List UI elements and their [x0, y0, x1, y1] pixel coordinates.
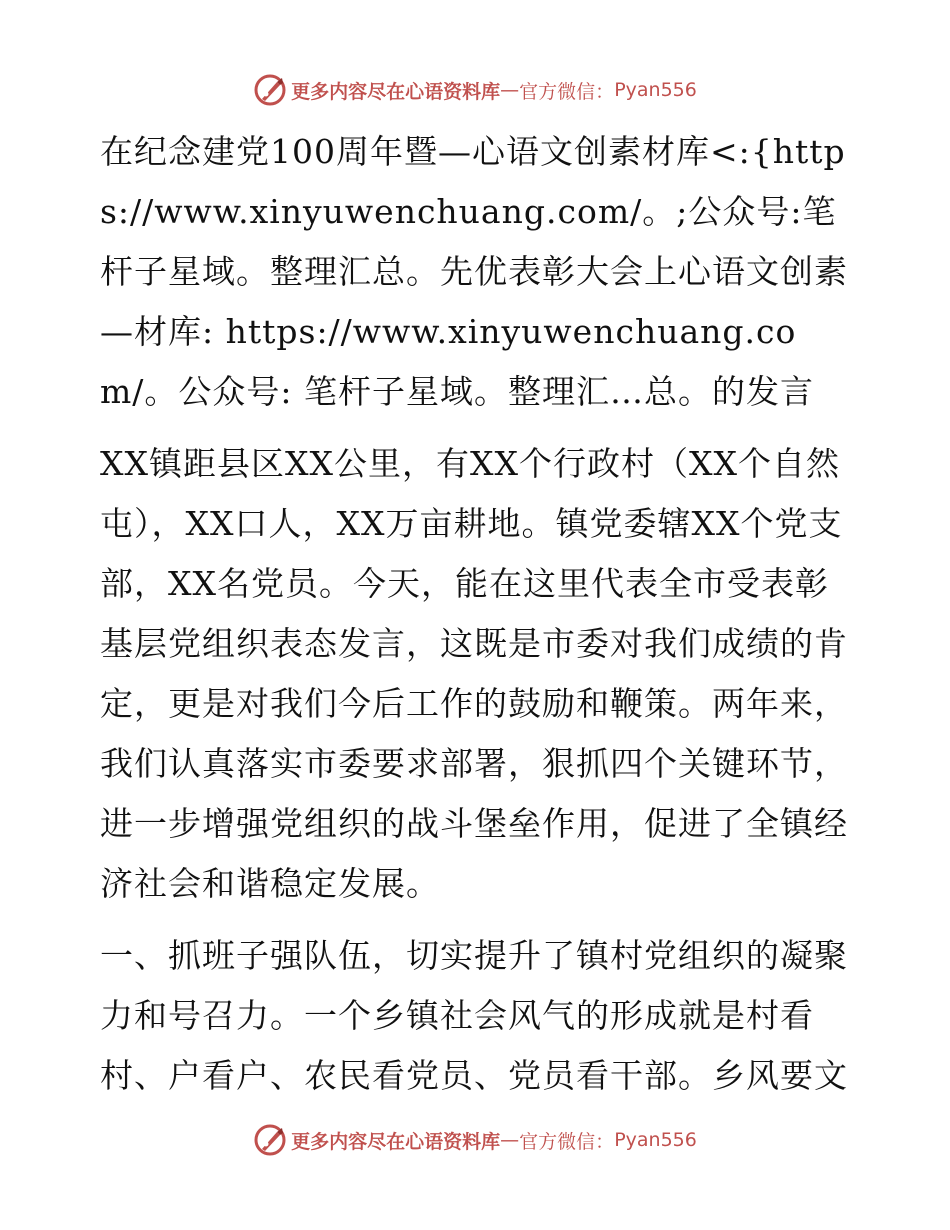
header-banner-separator: — — [500, 79, 520, 101]
footer-banner-text: 更多内容尽在心语资料库 — [291, 1130, 501, 1153]
quill-logo-icon — [253, 73, 287, 107]
footer-banner-separator: — — [500, 1129, 520, 1151]
footer-banner — [0, 1120, 950, 1160]
footer-wechat-id: Pyan556 — [614, 1129, 697, 1151]
paragraph-section-one: 一、抓班子强队伍，切实提升了镇村党组织的凝聚力和号召力。一个乡镇社会风气的形成就是村看村、户看户、农民看党员、党员看干部。乡风要文 — [100, 936, 848, 1095]
header-wechat-id: Pyan556 — [614, 79, 697, 101]
quill-logo-icon — [253, 1123, 287, 1157]
header-banner — [0, 70, 950, 110]
header-wechat-label: 官方微信： — [519, 80, 615, 103]
document-body — [100, 122, 860, 1118]
footer-wechat-label: 官方微信： — [519, 1130, 615, 1153]
paragraph-title: 在纪念建党100周年暨—心语文创素材库<:{https://www.xinyuwenchuang.com/。;公众号:笔杆子星域。整理汇总。先优表彰大会上心语文创素—材库: https://www.xinyuwenchuang.com/。公众号: 笔杆子星域。整理汇…总。的发言 — [100, 132, 848, 411]
paragraph-intro: XX镇距县区XX公里，有XX个行政村（XX个自然屯），XX口人，XX万亩耕地。镇党委辖XX个党支部，XX名党员。今天，能在这里代表全市受表彰基层党组织表态发言，这既是市委对我们成绩的肯定，更是对我们今后工作的鼓励和鞭策。两年来，我们认真落实市委要求部署，狠抓四个关键环节，进一步增强党组织的战斗堡垒作用，促进了全镇经济社会和谐稳定发展。 — [100, 444, 848, 903]
header-banner-text: 更多内容尽在心语资料库 — [291, 80, 501, 103]
